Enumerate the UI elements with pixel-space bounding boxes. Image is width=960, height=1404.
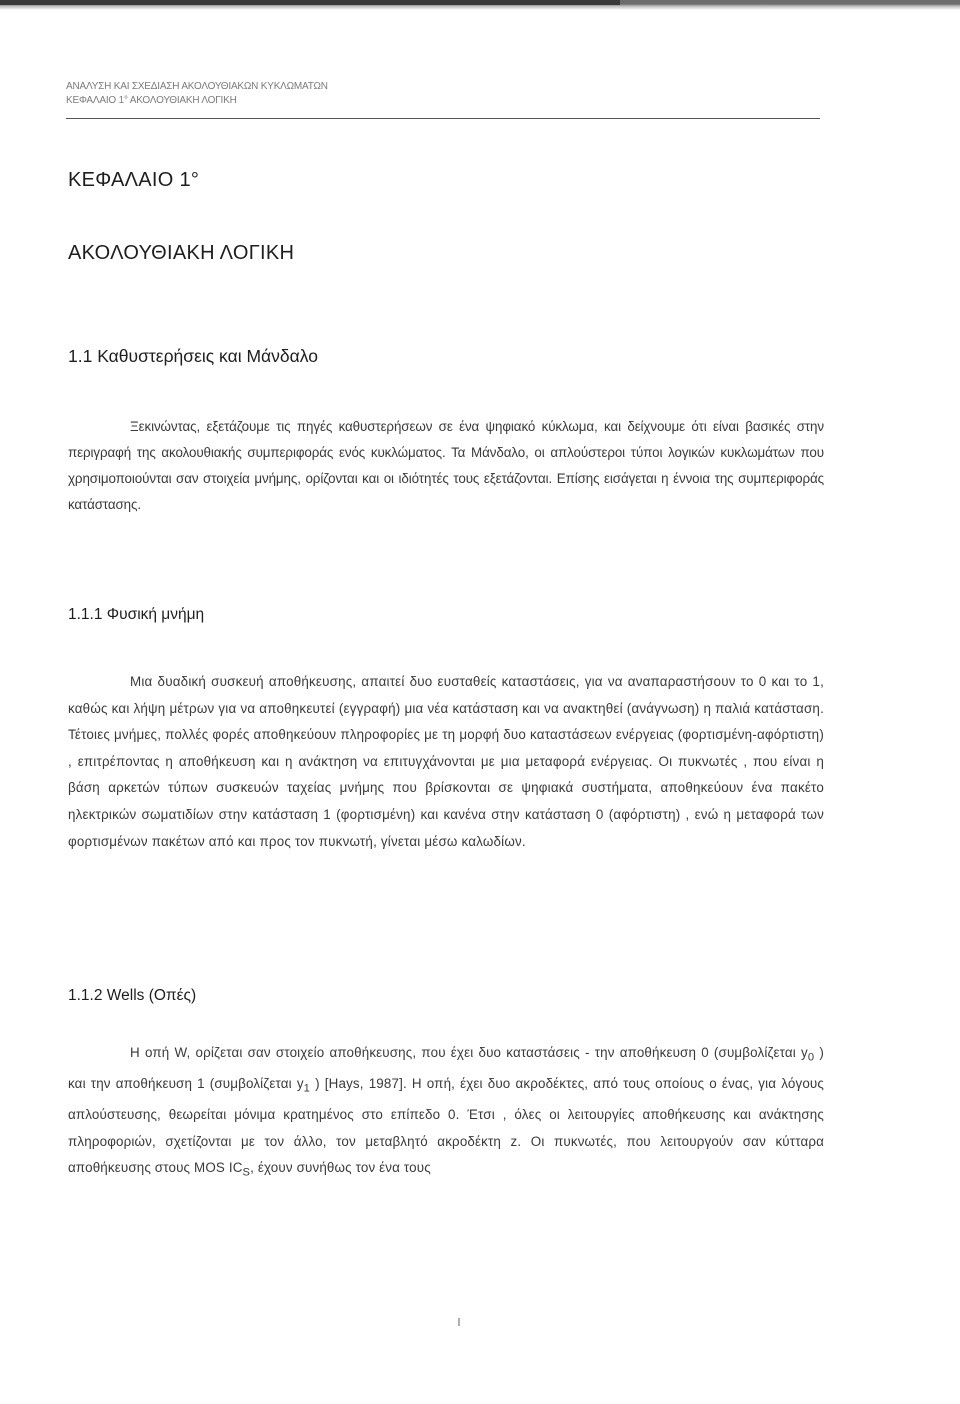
- section-heading-1-1-1: 1.1.1 Φυσική μνήμη: [68, 606, 205, 623]
- paragraph-text-part-4: , έχουν συνήθως τον ένα τους: [250, 1159, 431, 1175]
- paragraph-text-part-1: Η οπή W, ορίζεται σαν στοιχείο αποθήκευσης, που έχει δυο καταστάσεις - την αποθήκευση 0 (συμβολίζεται y: [130, 1045, 808, 1060]
- section-heading-1-1-2: 1.1.2 Wells (Οπές): [68, 987, 197, 1004]
- subscript-ics: S: [242, 1166, 251, 1179]
- subscript-y1: 1: [303, 1082, 311, 1095]
- running-header-line-1: ΑΝΑΛΥΣΗ ΚΑΙ ΣΧΕΔΙΑΣΗ ΑΚΟΛΟΥΘΙΑΚΩΝ ΚΥΚΛΩΜΑΤΩΝ: [66, 81, 328, 92]
- running-header: [66, 80, 820, 108]
- subscript-y0: 0: [807, 1051, 815, 1064]
- section-1-1-paragraph: Ξεκινώντας, εξετάζουμε τις πηγές καθυστερήσεων σε ένα ψηφιακό κύκλωμα, και δείχνουμε ότι είναι βασικές στην περιγραφή της ακολουθιακής συμπεριφοράς ενός κυκλώματος. Τα Μάνδαλο, οι απλούστεροι τύποι λογικών κυκλωμάτων που χρησιμοποιούνται σαν στοιχεία μνήμης, ορίζονται και οι ιδιότητές τους εξετάζονται. Επίσης εισάγεται η έννοια της συμπεριφοράς κατάστασης.: [68, 419, 824, 512]
- scan-speck: [458, 1318, 460, 1326]
- chapter-number: ΚΕΦΑΛΑΙΟ 1°: [68, 169, 200, 191]
- section-heading-1-1: 1.1 Καθυστερήσεις και Μάνδαλο: [68, 346, 318, 366]
- running-header-line-2: ΚΕΦΑΛΑΙΟ 1° ΑΚΟΛΟΥΘΙΑΚΗ ΛΟΓΙΚΗ: [66, 95, 237, 106]
- scan-edge-dark-band: [0, 0, 620, 5]
- chapter-title: ΑΚΟΛΟΥΘΙΑΚΗ ΛΟΓΙΚΗ: [68, 242, 295, 264]
- section-1-1-2-paragraph: [68, 1040, 824, 1186]
- paragraph-text-part-3: ) [Hays, 1987]. Η οπή, έχει δυο ακροδέκτες, από τους οποίους ο ένας, για λόγους απλούστευσης, θεωρείται μόνιμα κρατημένος στο επίπεδο 0. Έτσι , όλες οι λειτουργίες αποθήκευσης και ανάκτησης πληροφοριών, σχετίζονται με τον άλλο, τον μεταβλητό ακροδέκτη z. Οι πυκνωτές, που λειτουργούν σαν κύτταρα αποθήκευσης στους MOS IC: [68, 1076, 824, 1175]
- header-rule: [66, 118, 820, 119]
- section-1-1-1-paragraph: Μια δυαδική συσκευή αποθήκευσης, απαιτεί δυο ευσταθείς καταστάσεις, για να αναπαραστήσουν το 0 και το 1, καθώς και λήψη μέτρων για να αποθηκευτεί (εγγραφή) μια νέα κατάσταση και να ανακτηθεί (ανάγνωση) η παλιά κατάσταση. Τέτοιες μνήμες, πολλές φορές αποθηκεύουν πληροφορίες με τη μορφή δυο καταστάσεων ενέργειας (φορτισμένη-αφόρτιστη) , επιτρέποντας η αποθήκευση και η ανάκτηση να επιτυγχάνονται με μια μεταφορά ενέργειας. Οι πυκνωτές , που είναι η βάση αρκετών τύπων συσκευών ταχείας μνήμης που βρίσκονται σε ψηφιακά συστήματα, αποθηκεύουν ένα πακέτο ηλεκτρικών σωματιδίων στην κατάσταση 1 (φορτισμένη) και κανένα στην κατάσταση 0 (αφόρτιστη) , ενώ η μεταφορά των φορτισμένων πακέτων από και προς τον πυκνωτή, γίνεται μέσω καλωδίων.: [68, 674, 824, 849]
- paragraph-text-part-2: ) και την αποθήκευση 1 (συμβολίζεται y: [68, 1045, 824, 1092]
